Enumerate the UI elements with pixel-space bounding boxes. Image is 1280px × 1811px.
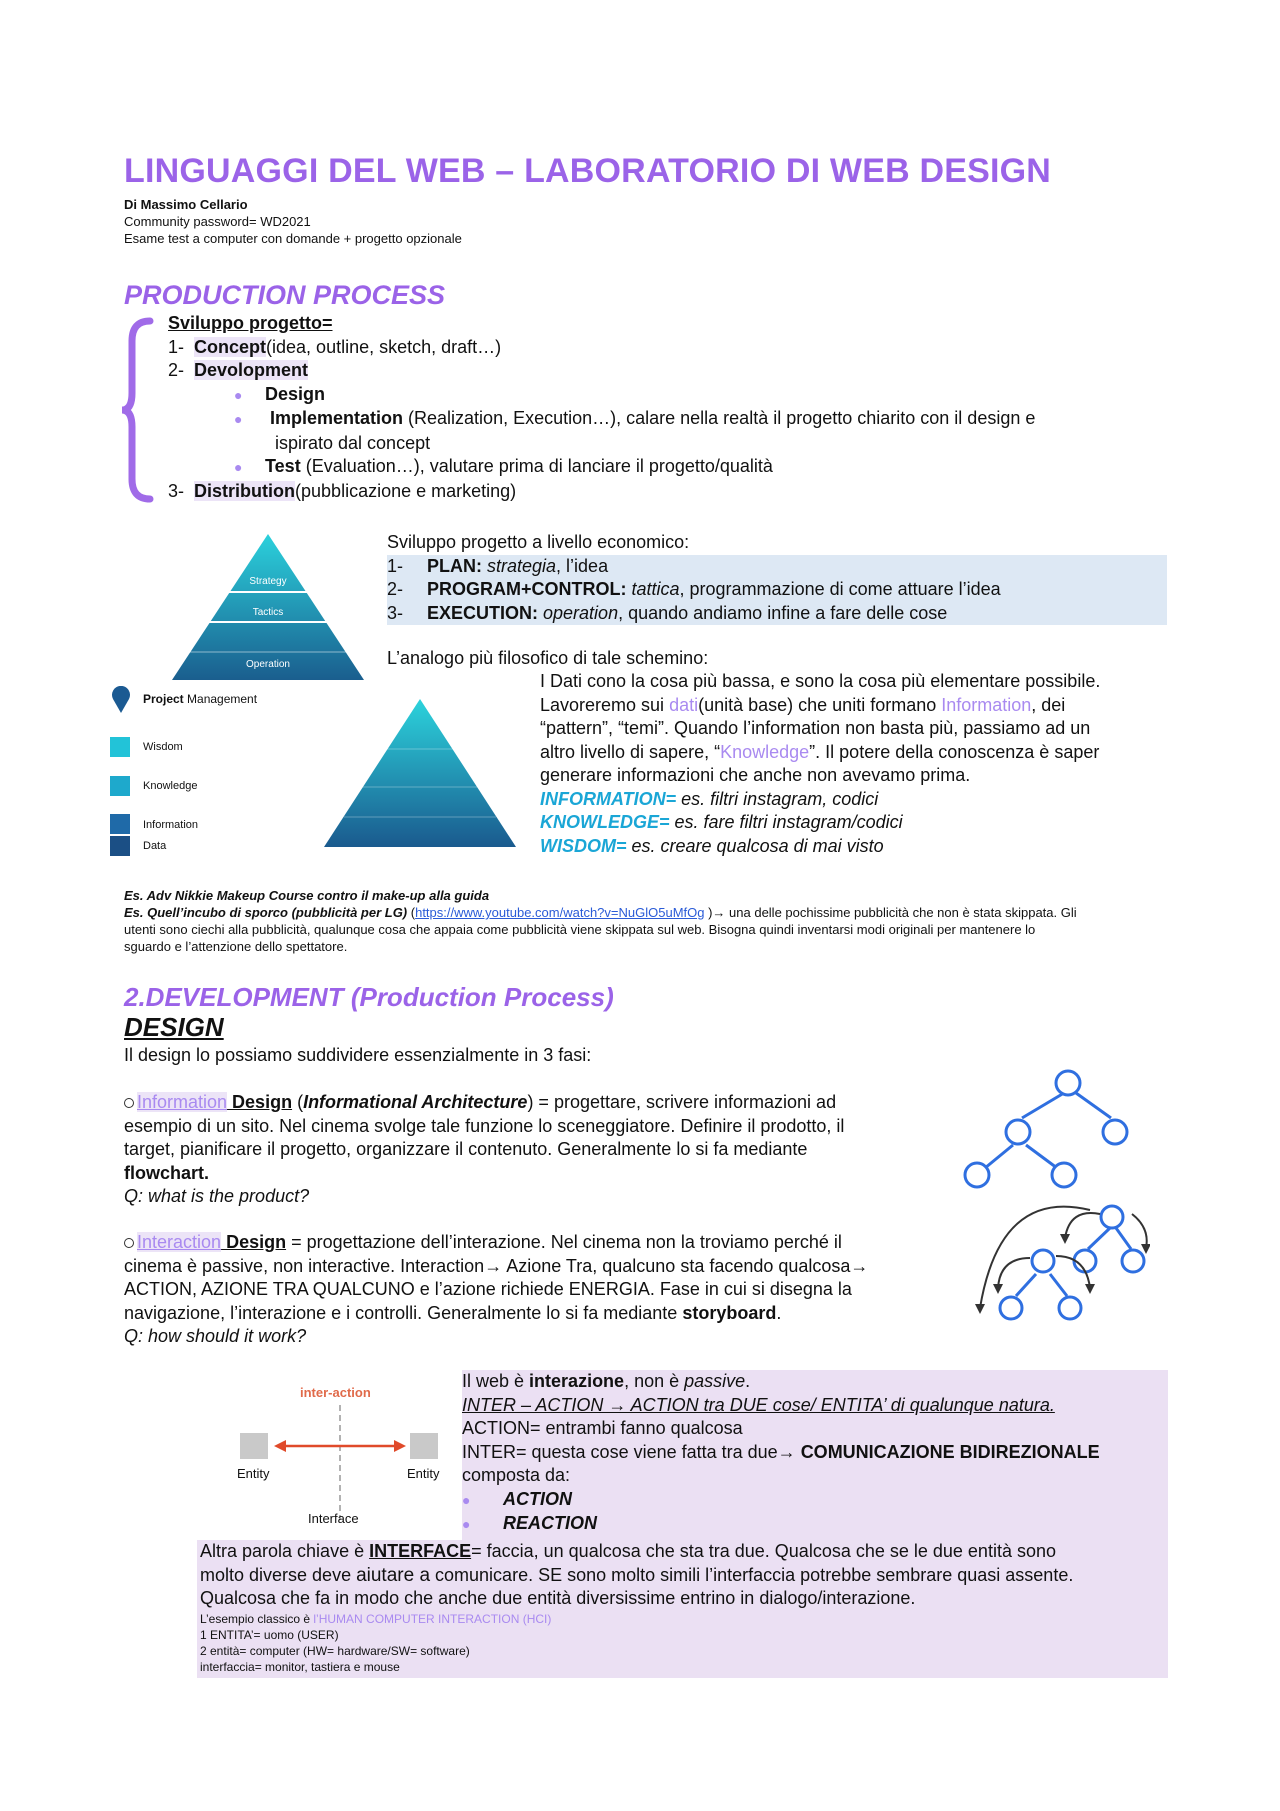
entity-right-label: Entity <box>407 1466 440 1481</box>
iface-s3: 2 entità= computer (HW= hardware/SW= software) <box>200 1643 470 1658</box>
distribution-label: Distribution <box>194 480 296 501</box>
econ-program-rest: , programmazione di come attuare l’idea <box>679 579 1001 599</box>
curly-brace <box>118 315 158 505</box>
dikw-p4a: altro livello di sapere, “ <box>540 741 721 762</box>
dikw-intro: L’analogo più filosofico di tale schemino: <box>387 648 709 668</box>
web-l2: INTER – ACTION → ACTION tra DUE cose/ ENTITA’ di qualunque natura. <box>462 1394 1055 1415</box>
flowchart-tree-icon <box>960 1065 1140 1189</box>
pyramid-operation-label: Operation <box>246 659 290 670</box>
web-l1c: , non è <box>624 1371 685 1391</box>
info-key: INFORMATION= <box>540 788 677 809</box>
design-label: Design <box>265 383 326 404</box>
know-val: es. fare filtri instagram/codici <box>669 812 903 832</box>
num-3: 3- <box>168 480 185 501</box>
econ-program: PROGRAM+CONTROL: <box>427 579 627 599</box>
iface-s1b: l’HUMAN COMPUTER INTERACTION (HCI) <box>313 1611 552 1626</box>
design-intro: Il design lo possiamo suddividere essenzialmente in 3 fasi: <box>124 1045 592 1065</box>
iface-l3: Qualcosa che fa in modo che anche due entità diversissime entrino in dialogo/interazione. <box>200 1588 916 1608</box>
example-2-rest: )→ una delle pochissime pubblicità che non è stata skippata. Gli <box>704 905 1077 920</box>
economic-intro: Sviluppo progetto a livello economico: <box>387 532 690 552</box>
dikw-p2e: , dei <box>1031 694 1066 715</box>
iface-s1a: L’esempio classico è <box>200 1611 314 1626</box>
concept-label: Concept <box>194 336 267 357</box>
web-l1a: Il web è <box>462 1371 530 1391</box>
ia-line-2: esempio di un sito. Nel cinema svolge tale funzione lo sceneggiatore. Definire il prodotto, il <box>124 1115 845 1136</box>
ix-design: Design <box>221 1232 287 1252</box>
web-l1b: interazione <box>529 1371 625 1391</box>
ix-desc: = progettazione dell’interazione. Nel cinema non la troviamo perché il <box>286 1232 842 1252</box>
dikw-p4c: ”. Il potere della conoscenza è saper <box>809 741 1100 762</box>
dikw-p2a: Lavoreremo sui <box>540 694 670 715</box>
econ-execution-i: operation <box>538 602 619 623</box>
econ-plan: PLAN: <box>427 555 482 576</box>
ia-paren: ( <box>292 1092 304 1112</box>
econ-plan-rest: , l’idea <box>556 555 609 576</box>
ia-information: Information <box>137 1092 228 1112</box>
ix-question: Q: how should it work? <box>124 1326 307 1346</box>
example-2-title: Es. Quell’incubo di sporco (pubblicità per LG) <box>124 905 408 920</box>
example-2-paren: ( <box>407 905 416 920</box>
bullet-dot-icon <box>124 1098 134 1108</box>
web-interaction-box <box>462 1370 1168 1540</box>
web-l1e: . <box>745 1371 751 1391</box>
ia-design: Design <box>227 1092 293 1112</box>
strategy-pyramid-image <box>170 532 366 682</box>
know-key: KNOWLEDGE= <box>540 812 670 832</box>
dikw-p1: I Dati cono la cosa più bassa, e sono la cosa più elementare possibile. <box>540 671 1101 691</box>
dikw-pyramid-image <box>322 697 518 849</box>
pyramid-strategy-label: Strategy <box>249 576 287 587</box>
information-swatch <box>110 814 130 834</box>
data-swatch <box>110 836 130 856</box>
page-title: LINGUAGGI DEL WEB – LABORATORIO DI WEB DESIGN <box>124 152 1052 190</box>
example-3: utenti sono ciechi alla pubblicità, qualunque cosa che appaia come pubblicità viene skippata sul web. Bisogna quindi inventarsi modi originali per mantenere lo <box>124 922 1036 937</box>
web-action: ACTION <box>503 1488 573 1509</box>
entity-left-label: Entity <box>237 1466 270 1481</box>
econ-num-3: 3- <box>387 602 404 623</box>
legend-wisdom: Wisdom <box>143 741 183 753</box>
web-l3: ACTION= entrambi fanno qualcosa <box>462 1418 743 1438</box>
action-label: action <box>332 1385 371 1400</box>
ia-line-4: flowchart. <box>124 1162 210 1183</box>
bullet-icon: ● <box>462 1516 471 1532</box>
ix-storyboard: storyboard <box>682 1302 777 1323</box>
num-2: 2- <box>168 360 185 380</box>
example-1: Es. Adv Nikkie Makeup Course contro il make-up alla guida <box>124 888 490 903</box>
web-reaction: REACTION <box>503 1513 598 1533</box>
ix-line-4: navigazione, l’interazione e i controlli. Generalmente lo si fa mediante <box>124 1302 683 1323</box>
wisdom-val: es. creare qualcosa di mai visto <box>626 835 884 856</box>
distribution-desc: (pubblicazione e marketing) <box>295 480 517 501</box>
econ-num-1: 1- <box>387 555 404 576</box>
web-l4a: INTER= questa cose viene fatta tra due→ <box>462 1441 801 1462</box>
implementation-desc-2: ispirato dal concept <box>275 432 431 453</box>
section-production-title: PRODUCTION PROCESS <box>124 280 446 310</box>
iface-interface: INTERFACE <box>369 1541 472 1561</box>
test-desc: (Evaluation…), valutare prima di lanciare il progetto/qualità <box>300 456 773 476</box>
ix-line-3: ACTION, AZIONE TRA QUALCUNO e l’azione richiede ENERGIA. Fase in cui si disegna la <box>124 1279 852 1299</box>
iface-s4: interfaccia= monitor, tastiera e mouse <box>200 1659 400 1674</box>
legend-pm-bold: Project <box>143 692 184 706</box>
econ-plan-i: strategia <box>482 555 557 576</box>
interface-label: Interface <box>308 1511 359 1526</box>
web-l4b: COMUNICAZIONE BIDIREZIONALE <box>800 1441 1100 1462</box>
info-val: es. filtri instagram, codici <box>676 788 879 809</box>
dikw-p3: “pattern”, “temi”. Quando l’information non basta più, passiamo ad un <box>540 718 1091 738</box>
bullet-icon: ● <box>234 459 243 475</box>
interaction-diagram-icon <box>960 1198 1150 1348</box>
design-heading: DESIGN <box>124 1012 224 1042</box>
inter-action-diagram <box>230 1385 450 1535</box>
ix-interaction: Interaction <box>137 1232 222 1252</box>
test-label: Test <box>265 456 301 476</box>
bullet-dot-icon <box>124 1238 134 1248</box>
iface-l2a: molto diverse deve <box>200 1564 357 1585</box>
dikw-knowledge: Knowledge <box>720 741 810 762</box>
bullet-icon: ● <box>234 411 243 427</box>
wisdom-key: WISDOM= <box>540 835 627 856</box>
bullet-icon: ● <box>462 1491 471 1508</box>
pyramid-tactics-label: Tactics <box>252 607 284 618</box>
web-l1d: passive <box>684 1371 746 1391</box>
legend-data: Data <box>143 840 167 852</box>
econ-execution: EXECUTION: <box>427 602 539 623</box>
web-l5: composta da: <box>462 1465 571 1485</box>
dikw-dati: dati <box>669 694 699 715</box>
example-4: sguardo e l’attenzione dello spettatore. <box>124 939 348 954</box>
author: Di Massimo Cellario <box>124 197 248 212</box>
econ-execution-rest: , quando andiamo infine a fare delle cose <box>618 602 948 623</box>
implementation-desc: (Realization, Execution…), calare nella realtà il progetto chiarito con il design e <box>403 408 1036 428</box>
iface-l1a: Altra parola chiave è <box>200 1541 370 1561</box>
iface-l2b: aiutare a <box>356 1564 431 1586</box>
num-1: 1- <box>168 336 185 357</box>
dikw-p5: generare informazioni che anche non avevamo prima. <box>540 765 971 785</box>
inter-label: inter- <box>300 1385 333 1400</box>
legend-knowledge: Knowledge <box>143 780 198 792</box>
econ-program-i: tattica <box>626 579 680 599</box>
bullet-icon: ● <box>234 386 243 403</box>
youtube-link[interactable]: https://www.youtube.com/watch?v=NuGlO5uMfOg <box>415 905 705 920</box>
concept-desc: (idea, outline, sketch, draft…) <box>266 336 502 357</box>
exam-note: Esame test a computer con domande + progetto opzionale <box>124 231 462 246</box>
implementation-label: Implementation <box>270 408 404 428</box>
legend-pm-rest: Management <box>183 692 258 706</box>
dikw-p2c: (unità base) che uniti formano <box>698 694 942 715</box>
knowledge-swatch <box>110 776 130 796</box>
ia-architecture: Informational Architecture <box>303 1092 528 1112</box>
location-pin-icon <box>110 686 132 714</box>
ix-line-4-end: . <box>776 1302 782 1323</box>
iface-s2: 1 ENTITA’= uomo (USER) <box>200 1627 339 1642</box>
ia-line-3: target, pianificare il progetto, organizzare il contenuto. Generalmente lo si fa mediante <box>124 1139 808 1159</box>
dikw-information: Information <box>941 694 1032 715</box>
ia-desc: ) = progettare, scrivere informazioni ad <box>527 1092 837 1112</box>
ix-line-2: cinema è passive, non interactive. Interaction→ Azione Tra, qualcuno sta facendo qualcosa→ <box>124 1255 869 1276</box>
legend-information: Information <box>143 819 199 831</box>
iface-l2c: comunicare. SE sono molto simili l’interfaccia potrebbe sembrare quasi assente. <box>430 1564 1074 1585</box>
econ-num-2: 2- <box>387 579 404 599</box>
ia-question: Q: what is the product? <box>124 1186 310 1206</box>
password-note: Community password= WD2021 <box>124 214 311 229</box>
iface-l1c: = faccia, un qualcosa che sta tra due. Qualcosa che se le due entità sono <box>471 1541 1056 1561</box>
section-development-title: 2.DEVELOPMENT (Production Process) <box>124 982 614 1012</box>
sviluppo-heading: Sviluppo progetto= <box>168 313 333 333</box>
interface-box <box>197 1540 1168 1678</box>
devolopment-label: Devolopment <box>194 360 309 380</box>
wisdom-swatch <box>110 737 130 757</box>
